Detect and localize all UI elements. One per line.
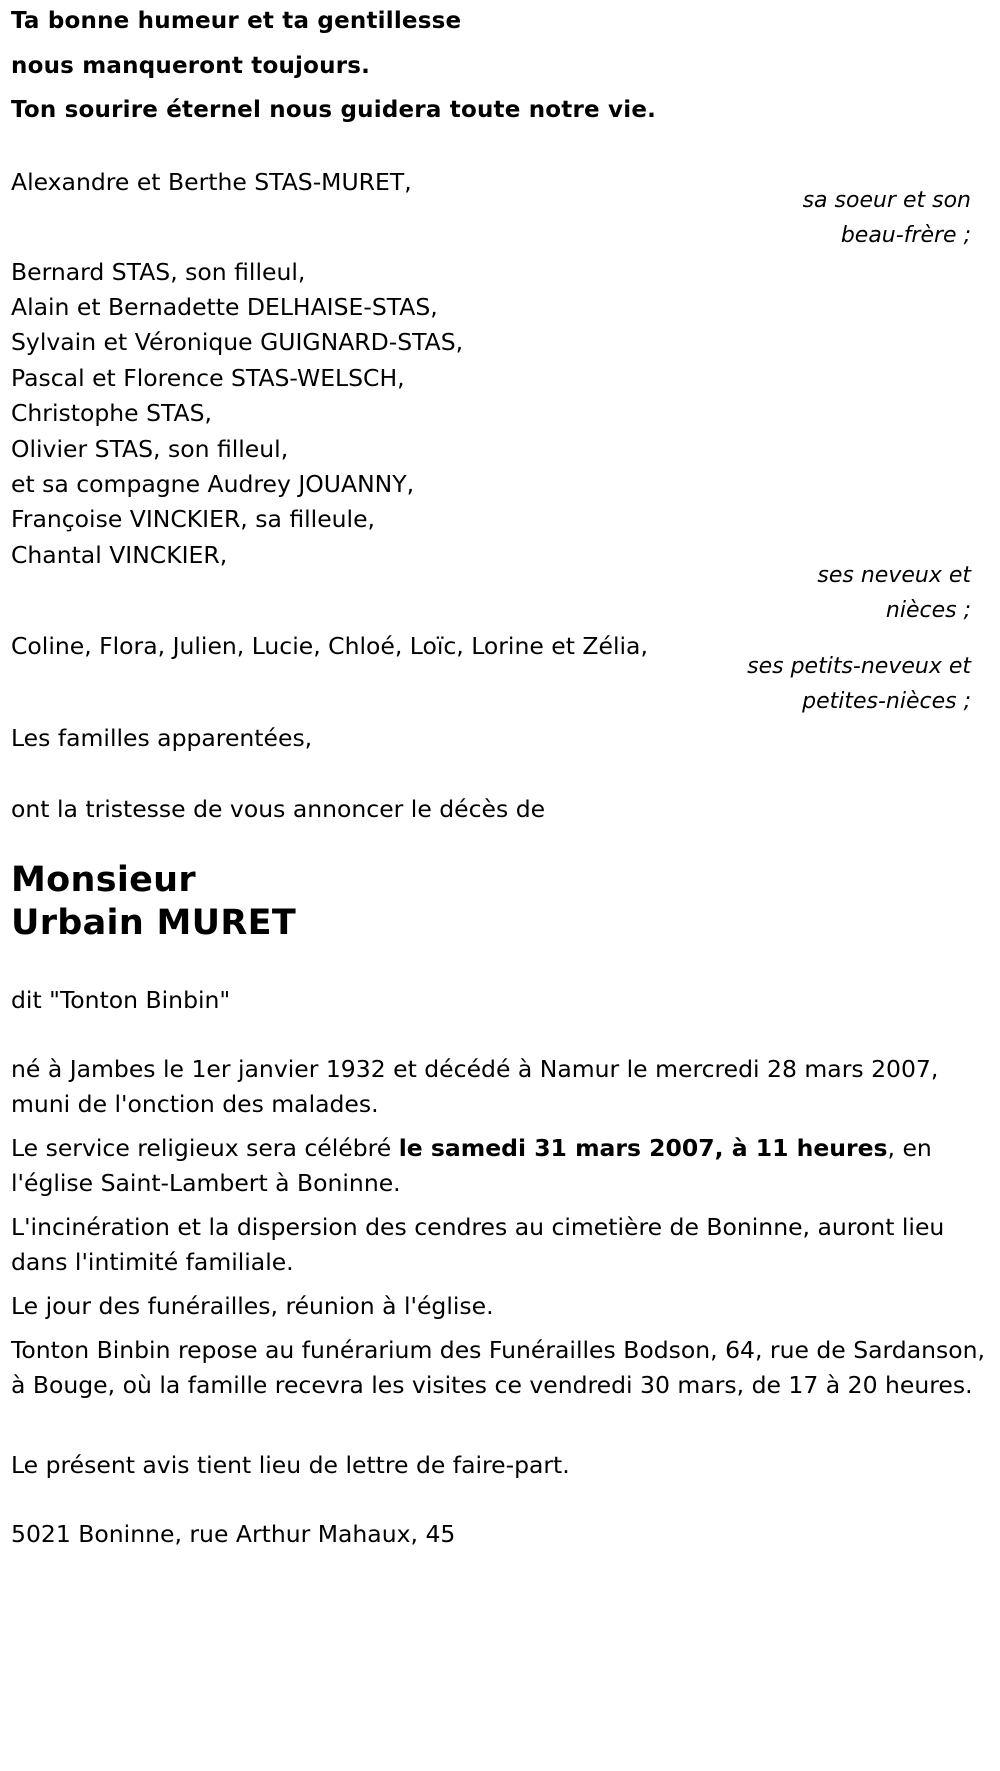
nephew-line: Christophe STAS,: [11, 399, 212, 427]
nephews-relation-2: nièces ;: [885, 598, 971, 623]
sister-relation-2: beau-frère ;: [840, 223, 971, 248]
announcement-line: ont la tristesse de vous annoncer le décès de: [11, 795, 546, 823]
deceased-name: Urbain MURET: [11, 903, 297, 943]
visitation-paragraph: Tonton Binbin repose au funérarium des Funérailles Bodson, 64, rue de Sardanson, à Bouge, où la famille recevra les visites ce vendredi 30 mars, de 17 à 20 heures.: [11, 1336, 985, 1399]
cremation-paragraph: L'incinération et la dispersion des cendres au cimetière de Boninne, auront lieu dans l'intimité familiale.: [11, 1213, 945, 1276]
grand-nephews-relation-1: ses petits-neveux et: [747, 654, 971, 679]
sister-relation-1: sa soeur et son: [802, 188, 971, 213]
deceased-nickname: dit "Tonton Binbin": [11, 986, 231, 1014]
nephew-line: Olivier STAS, son filleul,: [11, 435, 289, 463]
service-date: le samedi 31 mars 2007, à 11 heures: [398, 1134, 888, 1162]
poem-line-2: nous manqueront toujours.: [11, 53, 371, 79]
related-families: Les familles apparentées,: [11, 724, 313, 752]
service-paragraph: [11, 1131, 986, 1201]
sister-line: Alexandre et Berthe STAS-MURET,: [11, 168, 412, 196]
service-text-post: , en l'église Saint-Lambert à Boninne.: [11, 1134, 932, 1197]
nephew-line: Sylvain et Véronique GUIGNARD-STAS,: [11, 328, 464, 356]
poem-line-1: Ta bonne humeur et ta gentillesse: [11, 8, 462, 34]
nephew-line: Françoise VINCKIER, sa filleule,: [11, 505, 375, 533]
nephew-line: et sa compagne Audrey JOUANNY,: [11, 470, 415, 498]
nephew-line: Bernard STAS, son filleul,: [11, 258, 306, 286]
nephew-line: Pascal et Florence STAS-WELSCH,: [11, 364, 405, 392]
nephew-line: Chantal VINCKIER,: [11, 541, 228, 569]
birth-death-paragraph: né à Jambes le 1er janvier 1932 et décédé à Namur le mercredi 28 mars 2007, muni de l'onction des malades.: [11, 1055, 939, 1118]
notice-paragraph: Le présent avis tient lieu de lettre de faire-part.: [11, 1451, 570, 1479]
service-text-pre: Le service religieux sera célébré: [11, 1134, 399, 1162]
nephews-relation-1: ses neveux et: [817, 563, 971, 588]
nephew-line: Alain et Bernadette DELHAISE-STAS,: [11, 293, 438, 321]
address-line: 5021 Boninne, rue Arthur Mahaux, 45: [11, 1520, 456, 1548]
reunion-paragraph: Le jour des funérailles, réunion à l'église.: [11, 1292, 494, 1320]
deceased-title: Monsieur: [11, 860, 196, 900]
poem-line-3: Ton sourire éternel nous guidera toute notre vie.: [11, 97, 657, 123]
grand-nephews-line: Coline, Flora, Julien, Lucie, Chloé, Loïc, Lorine et Zélia,: [11, 632, 648, 660]
grand-nephews-relation-2: petites-nièces ;: [802, 689, 971, 714]
